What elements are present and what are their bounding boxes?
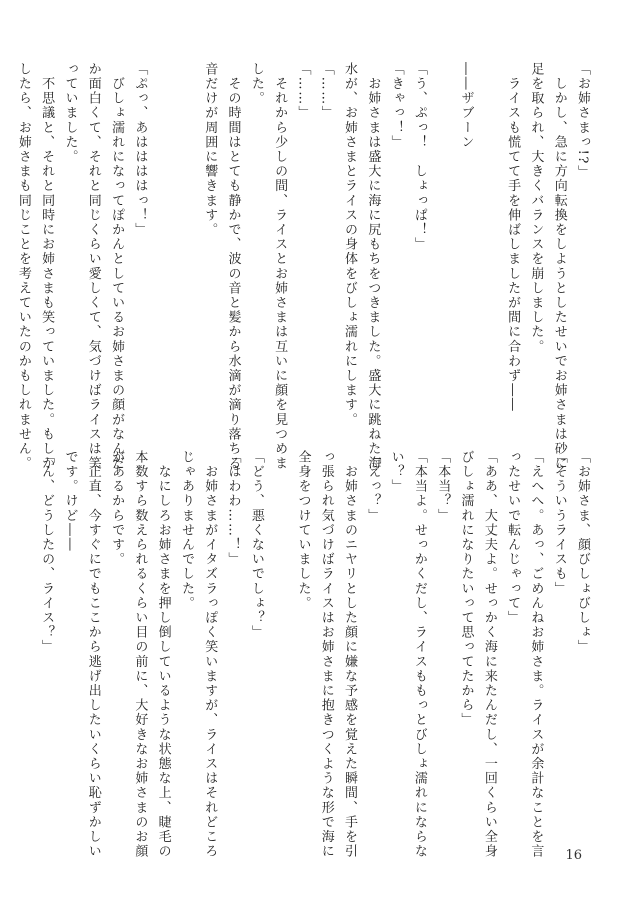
text-line: です。けど―― — [62, 450, 78, 553]
text-line: い？」 — [388, 450, 404, 494]
text-line: その時間はとても静かで、波の音と髪から水滴が滴り落ちる — [225, 62, 241, 471]
text-line — [431, 62, 454, 404]
text-line: 「……」 — [318, 62, 334, 121]
text-line: しかし、急に方向転換をしようとしたせいでお姉さまは砂に — [551, 62, 567, 471]
text-line: ライスも慌てて手を伸ばしましたが間に合わず―― — [505, 62, 521, 413]
text-line: 全身をつけていました。 — [295, 450, 311, 611]
text-line: 「……」 — [295, 62, 311, 121]
text-line: 「本当よ。せっかくだし、ライスももっとびしょ濡れにならな — [411, 450, 427, 859]
text-line — [478, 62, 501, 404]
text-line: 音だけが周囲に響きます。 — [202, 62, 218, 238]
text-line: 本数すら数えられるくらい目の前に、大好きなお姉さまのお顔 — [132, 450, 148, 859]
text-line: っ張られ気づけばライスはお姉さまに抱きつくような形で海に — [318, 450, 334, 859]
text-line: 不思議と、それと同時にお姉さまも笑っていました。もしか — [39, 62, 55, 471]
text-line: お姉さまのニヤリとした顔に嫌な予感を覚えた瞬間、手を引 — [342, 450, 358, 859]
text-line: 「ああ、大丈夫よ。せっかく海に来たんだし、一回くらい全身 — [481, 450, 497, 859]
text-line: ったせいで転んじゃって」 — [505, 450, 521, 626]
text-line: 「えっ？」 — [365, 450, 381, 523]
text-line — [175, 62, 198, 404]
text-line: びしょ濡れになってぽかんとしているお姉さまの顔がなんだ — [109, 62, 125, 471]
text-line: 「ぷっ、あははははっ！」 — [132, 62, 148, 238]
text-line: 足を取られ、大きくバランスを崩しました。 — [528, 62, 544, 354]
text-line: したら、お姉さまも同じことを考えていたのかもしれません。 — [15, 62, 31, 471]
text-line: 「本当？」 — [435, 450, 451, 523]
text-line: 「そういうライスも」 — [551, 450, 567, 596]
text-line: ――ザブーン — [458, 62, 474, 150]
text-line: じゃありませんでした。 — [178, 450, 194, 611]
text-line: お姉さまは盛大に海に尻もちをつきました。盛大に跳ねた海 — [365, 62, 381, 471]
text-line: お姉さまがイタズラっぽく笑いますが、ライスはそれどころ — [202, 450, 218, 859]
text-line: っていました。 — [62, 62, 78, 165]
text-line: 「お姉さまっ!?」 — [575, 62, 590, 180]
text-line: それから少しの間、ライスとお姉さまは互いに顔を見つめま — [272, 62, 288, 471]
text-line: 「はわわ……！」 — [225, 450, 241, 567]
page-number: 16 — [565, 848, 582, 863]
text-line: か面白くて、それと同じくらい愛しくて、気づけばライスは笑 — [85, 62, 101, 471]
text-line: 「どう、悪くないでしょ？」 — [248, 450, 264, 640]
text-line: 「えへへ。あっ、ごめんねお姉さま。ライスが余計なことを言 — [528, 450, 544, 859]
text-line: 「ん、どうしたの、ライス？」 — [39, 450, 55, 655]
text-line: 「う、ぷっ！ しょっぱ！」 — [411, 62, 427, 252]
text-block-top — [15, 62, 594, 471]
text-line — [268, 450, 291, 845]
text-line: した。 — [248, 62, 264, 106]
text-line: 「お姉さま、顔びしょびしょ」 — [575, 450, 590, 655]
text-line: 水が、お姉さまとライスの身体をびしょ濡れにします。 — [342, 62, 358, 427]
text-line: があるからです。 — [109, 450, 125, 567]
text-line: 正直、今すぐにでもここから逃げ出したいくらい恥ずかしい — [85, 450, 101, 859]
text-line — [151, 62, 174, 404]
text-line: なにしろお姉さまを押し倒しているような状態な上、睫毛の — [155, 450, 171, 859]
text-line: 「きゃっ！」 — [388, 62, 404, 150]
text-line: びしょ濡れになりたいって思ってたから」 — [458, 450, 474, 728]
